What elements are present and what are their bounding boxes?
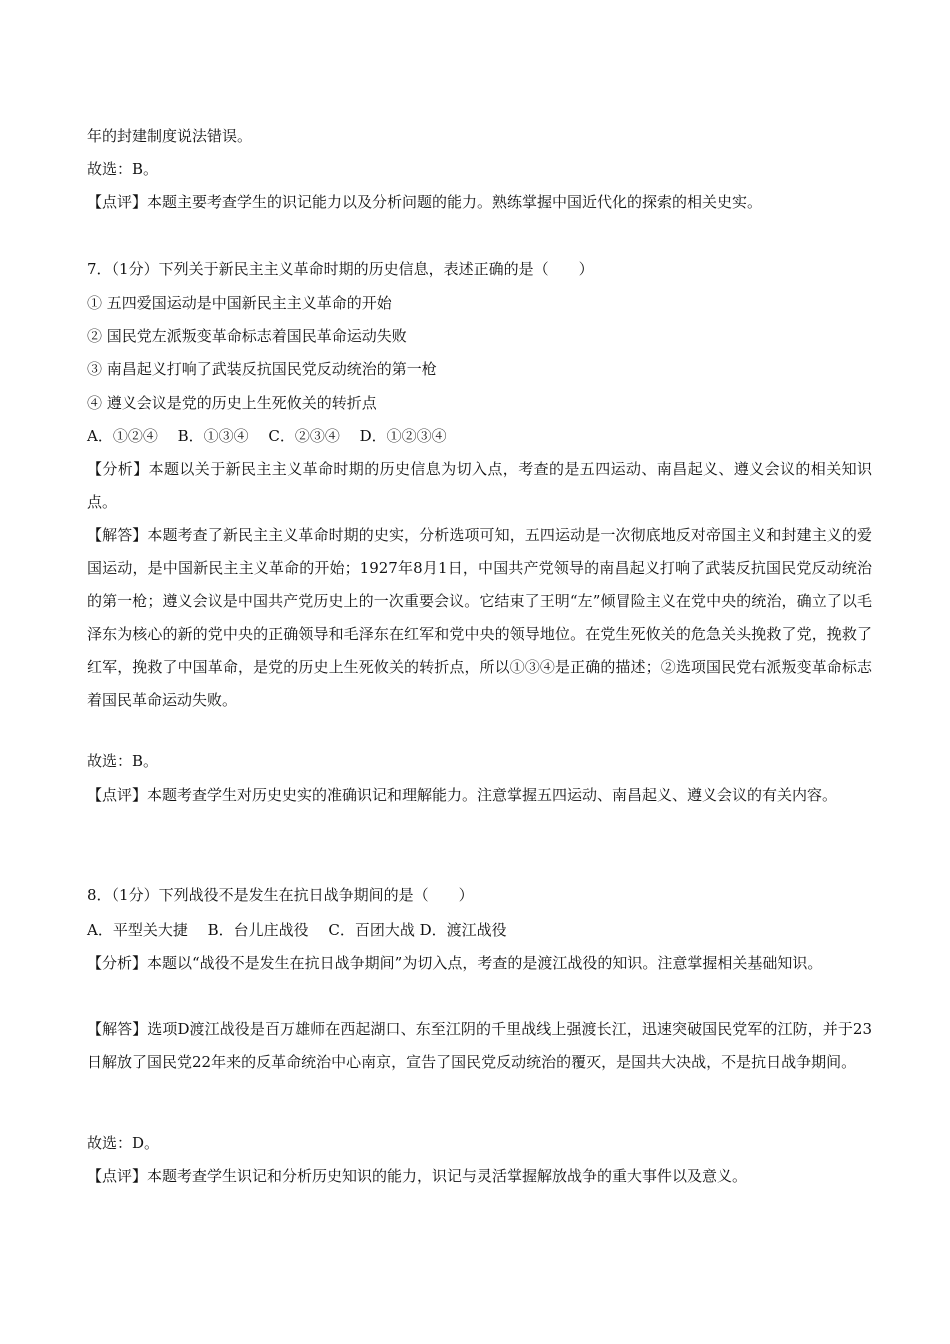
q7-solution: 【解答】本题考查了新民主主义革命时期的史实，分析选项可知，五四运动是一次彻底地反对帝国主义和封建主义的爱国运动，是中国新民主主义革命的开始；1927年8月1日，中国共产党领导的南昌起义打响了武装反抗国民党反动统治的第一枪；遵义会议是中国共产党历史上的一次重要会议。它结束了王明“左”倾冒险主义在党中央的统治，确立了以毛泽东为核心的新的党中央的正确领导和毛泽东在红军和党中央的领导地位。在党生死攸关的危急关头挽救了党，挽救了红军，挽救了中国革命，是党的历史上生死攸关的转折点，所以①③④是正确的描述；②选项国民党右派叛变革命标志着国民革命运动失败。 — [87, 526, 872, 709]
q7-answer: 故选：B。 — [87, 752, 159, 770]
q7-analysis: 【分析】本题以关于新民主主义革命时期的历史信息为切入点，考查的是五四运动、南昌起义、遵义会议的相关知识点。 — [87, 460, 872, 511]
q8-comment: 【点评】本题考查学生识记和分析历史知识的能力，识记与灵活掌握解放战争的重大事件以及意义。 — [87, 1167, 748, 1185]
q7-item-2: ② 国民党左派叛变革命标志着国民革命运动失败 — [87, 327, 407, 345]
q7-comment: 【点评】本题考查学生对历史史实的准确识记和理解能力。注意掌握五四运动、南昌起义、遵义会议的有关内容。 — [87, 786, 838, 804]
prev-answer: 故选：B。 — [87, 160, 159, 178]
q7-item-4: ④ 遵义会议是党的历史上生死攸关的转折点 — [87, 394, 377, 412]
prev-solution-tail: 年的封建制度说法错误。 — [87, 127, 253, 145]
q7-stem: 7．（1分）下列关于新民主主义革命时期的历史信息，表述正确的是（ ） — [87, 260, 594, 278]
q8-analysis: 【分析】本题以“战役不是发生在抗日战争期间”为切入点，考查的是渡江战役的知识。注意掌握相关基础知识。 — [87, 954, 823, 972]
q7-options: A．①②④ B．①③④ C．②③④ D．①②③④ — [87, 427, 447, 445]
q8-answer: 故选：D。 — [87, 1134, 160, 1152]
q8-stem: 8．（1分）下列战役不是发生在抗日战争期间的是（ ） — [87, 886, 474, 904]
prev-comment: 【点评】本题主要考查学生的识记能力以及分析问题的能力。熟练掌握中国近代化的探索的相关史实。 — [87, 193, 763, 211]
q8-options: A．平型关大捷 B．台儿庄战役 C．百团大战 D．渡江战役 — [87, 921, 507, 939]
q7-item-3: ③ 南昌起义打响了武装反抗国民党反动统治的第一枪 — [87, 360, 437, 378]
q7-item-1: ① 五四爱国运动是中国新民主主义革命的开始 — [87, 294, 392, 312]
q8-solution: 【解答】选项D渡江战役是百万雄师在西起湖口、东至江阴的千里战线上强渡长江，迅速突破国民党军的江防，并于23日解放了国民党22年来的反革命统治中心南京，宣告了国民党反动统治的覆灭，是国共大决战，不是抗日战争期间。 — [87, 1020, 872, 1071]
